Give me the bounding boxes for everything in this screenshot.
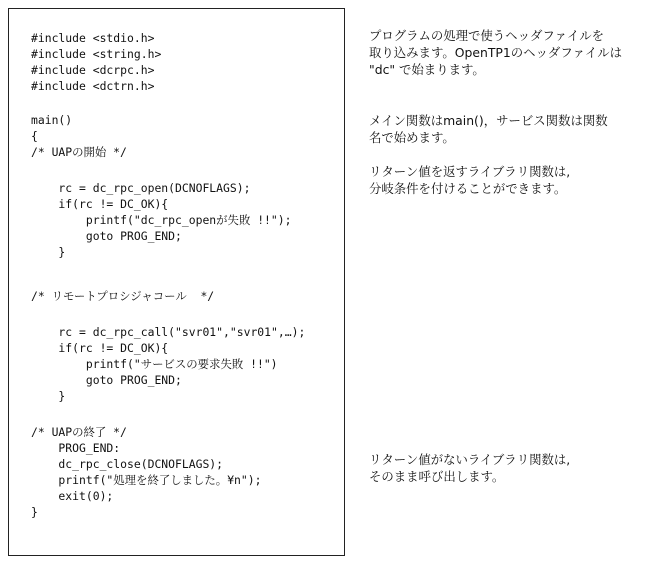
- code-line-include-dctrn: #include <dctrn.h>: [31, 79, 155, 93]
- code-line-close-brace-2: }: [31, 389, 66, 403]
- code-line-include-string: #include <string.h>: [31, 47, 162, 61]
- note-header-files-line-2: 取り込みます。OpenTP1のヘッダファイルは: [369, 45, 623, 60]
- note-header-files: [369, 27, 647, 78]
- code-line-printf-end: printf("処理を終了しました。¥n");: [31, 473, 262, 487]
- code-comment-uap-end: /* UAPの終了 */: [31, 425, 127, 439]
- note-no-return-value-line-1: リターン値がないライブラリ関数は,: [369, 452, 571, 467]
- code-comment-uap-start: /* UAPの開始 */: [31, 145, 127, 159]
- code-line-close-brace-1: }: [31, 245, 66, 259]
- code-line-rpc-open: rc = dc_rpc_open(DCNOFLAGS);: [31, 181, 251, 195]
- code-line-if-call: if(rc != DC_OK){: [31, 341, 169, 355]
- code-line-final-brace: }: [31, 505, 38, 519]
- code-comment-remote-call: /* リモートプロシジャコール */: [31, 289, 215, 303]
- note-return-value-branch: [369, 163, 647, 197]
- code-line-include-stdio: #include <stdio.h>: [31, 31, 155, 45]
- code-listing-box: [8, 8, 345, 556]
- code-line-if-open: if(rc != DC_OK){: [31, 197, 169, 211]
- note-return-value-branch-line-2: 分岐条件を付けることができます。: [369, 181, 567, 196]
- note-no-return-value: [369, 451, 647, 485]
- code-line-prog-end-label: PROG_END:: [31, 441, 121, 455]
- code-line-rpc-call: rc = dc_rpc_call("svr01","svr01",…);: [31, 325, 306, 339]
- note-return-value-branch-line-1: リターン値を返すライブラリ関数は,: [369, 164, 571, 179]
- note-header-files-line-3: "dc" で始まります。: [369, 62, 485, 77]
- code-line-main: main(): [31, 113, 73, 127]
- note-header-files-line-1: プログラムの処理で使うヘッダファイルを: [369, 28, 605, 43]
- note-main-function-line-1: メイン関数はmain()，サービス関数は関数: [369, 113, 608, 128]
- code-line-open-brace: {: [31, 129, 38, 143]
- code-line-goto-2: goto PROG_END;: [31, 373, 182, 387]
- code-line-exit: exit(0);: [31, 489, 114, 503]
- code-line-rpc-close: dc_rpc_close(DCNOFLAGS);: [31, 457, 224, 471]
- code-line-include-dcrpc: #include <dcrpc.h>: [31, 63, 155, 77]
- note-main-function-line-2: 名で始めます。: [369, 130, 455, 145]
- code-line-goto-1: goto PROG_END;: [31, 229, 182, 243]
- code-line-printf-open-fail: printf("dc_rpc_openが失敗 !!");: [31, 213, 292, 227]
- note-no-return-value-line-2: そのまま呼び出します。: [369, 469, 505, 484]
- note-main-function: [369, 112, 647, 146]
- code-line-printf-service-fail: printf("サービスの要求失敗 !!"): [31, 357, 278, 371]
